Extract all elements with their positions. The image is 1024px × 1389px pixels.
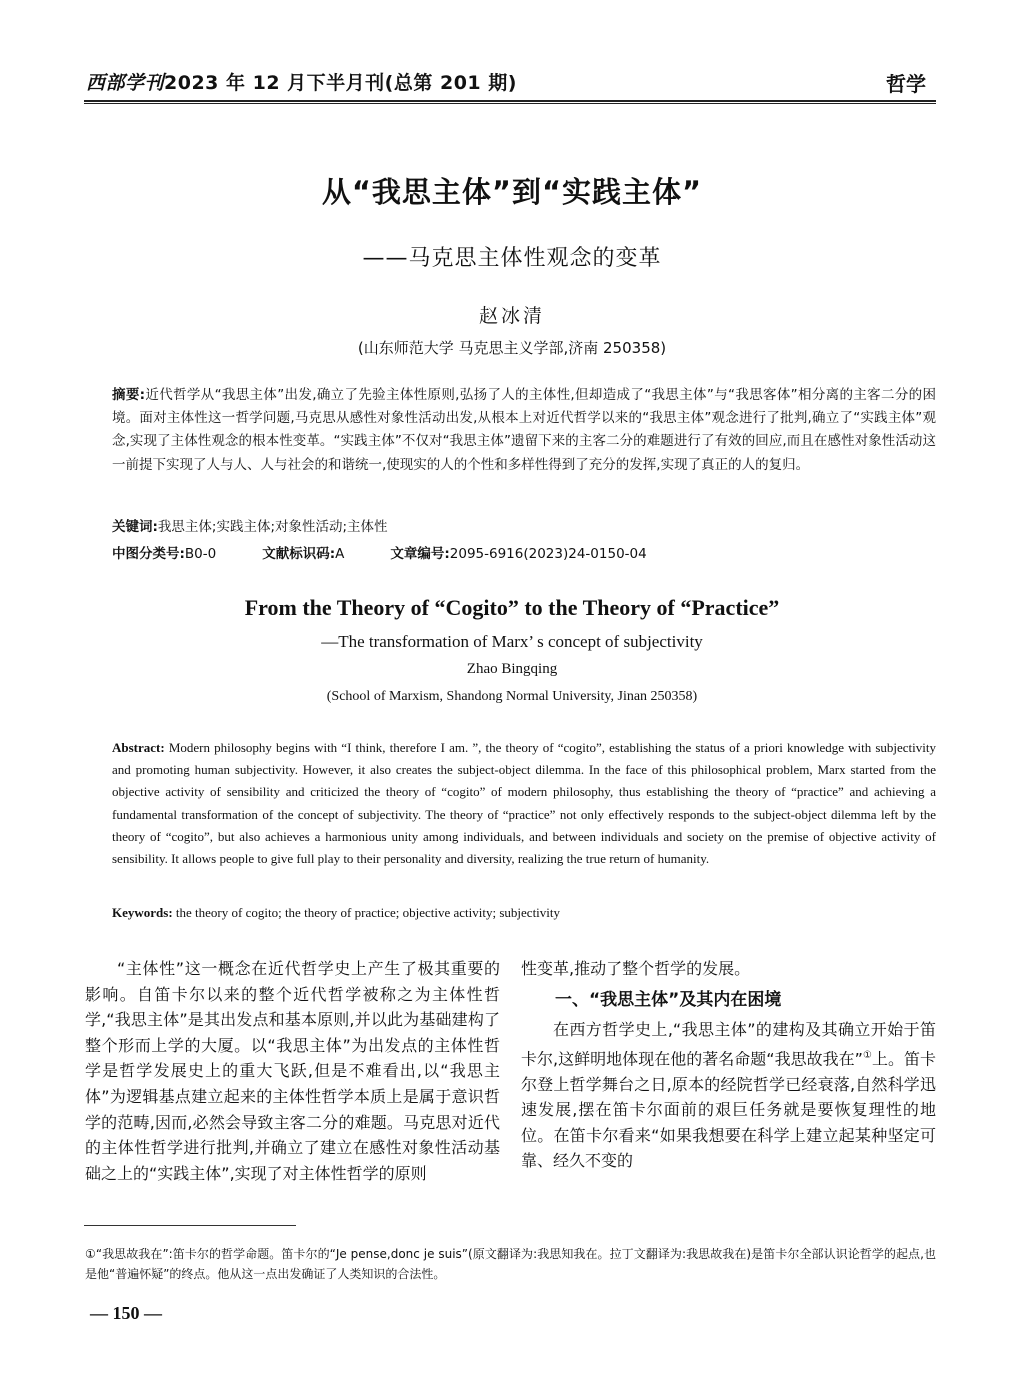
page-number: — 150 —	[90, 1303, 162, 1323]
doc-code-value: A	[335, 546, 345, 562]
journal-name: 西部学刊	[86, 72, 165, 94]
article-no-label: 文章编号:	[390, 546, 450, 562]
english-abstract-label: Abstract:	[112, 740, 165, 755]
chinese-abstract-text: 近代哲学从“我思主体”出发,确立了先验主体性原则,弘扬了人的主体性,但却造成了“我思主体”与“我思客体”相分离的主客二分的困境。面对主体性这一哲学问题,马克思从感性对象性活动出发,从根本上对近代哲学以来的“我思主体”观念进行了批判,确立了“实践主体”观念,实现了主体性观念的根本性变革。“实践主体”不仅对“我思主体”遗留下来的主客二分的难题进行了有效的回应,而且在感性对象性活动这一前提下实现了人与人、人与社会的和谐统一,使现实的人的个性和多样性得到了充分的发挥,实现了真正的人的复归。	[112, 387, 936, 473]
chinese-keywords-label: 关键词:	[112, 519, 158, 535]
issue-info: 2023 年 12 月下半月刊(总第 201 期)	[164, 72, 517, 94]
chinese-abstract	[112, 384, 936, 477]
body-text: 在西方哲学史上,“我思主体”的建构及其确立开始于笛卡尔,这鲜明地体现在他的著名命题“我思故我在”	[521, 1020, 936, 1069]
body-column-right	[521, 956, 936, 1174]
clc-value: B0-0	[184, 546, 217, 562]
english-keywords	[112, 905, 560, 921]
article-no-value: 2095-6916(2023)24-0150-04	[449, 546, 647, 562]
body-column-left	[85, 956, 500, 1186]
body-paragraph: “主体性”这一概念在近代哲学史上产生了极其重要的影响。自笛卡尔以来的整个近代哲学被称之为主体性哲学,“我思主体”是其出发点和基本原则,并以此为基础建构了整个形而上学的大厦。以“我思主体”为出发点的主体性哲学是哲学发展史上的重大飞跃,但是不难看出,以“我思主体”为逻辑基点建立起来的主体性哲学本质上是属于意识哲学的范畴,因而,必然会导致主客二分的难题。马克思对近代的主体性哲学进行批判,并确立了建立在感性对象性活动基础之上的“实践主体”,实现了对主体性哲学的原则	[85, 959, 500, 1183]
chinese-keywords-text: 我思主体;实践主体;对象性活动;主体性	[157, 519, 388, 535]
header-divider	[84, 100, 936, 102]
english-keywords-text: the theory of cogito; the theory of practice; objective activity; subjectivity	[172, 905, 561, 920]
english-abstract-text: Modern philosophy begins with “I think, therefore I am. ”, the theory of “cogito”, establishing the status of a priori knowledge with subjectivity and promoting human subjectivity. However, it also creates the subject-object dilemma. In the face of this philosophical problem, Marx started from the objective activity of sensibility and criticized the theory of “cogito” of modern philosophy, thus establishing the theory of “practice” and achieving a fundamental transformation of the concept of subjectivity. The theory of “practice” not only effectively responds to the subject-object dilemma left by the theory of “cogito”, but also achieves a harmonious unity among individuals, and between individuals and society on the premise of objective activity of sensibility. It allows people to give full play to their personality and diversity, realizing the true return of humanity.	[112, 740, 936, 867]
body-paragraph	[521, 1017, 936, 1174]
chinese-subtitle: ——马克思主体性观念的变革	[362, 246, 662, 271]
chinese-abstract-label: 摘要:	[112, 387, 146, 403]
running-header	[86, 68, 517, 95]
classification-line	[112, 542, 647, 562]
english-affiliation: (School of Marxism, Shandong Normal University, Jinan 250358)	[326, 689, 698, 704]
clc-label: 中图分类号:	[112, 546, 185, 562]
chinese-author: 赵冰清	[478, 305, 545, 327]
english-title: From the Theory of “Cogito” to the Theory of “Practice”	[244, 595, 780, 620]
english-author: Zhao Bingqing	[466, 661, 558, 677]
section-heading: 一、“我思主体”及其内在困境	[555, 989, 782, 1010]
english-subtitle: —The transformation of Marx’ s concept of subjectivity	[321, 632, 703, 651]
footnote: ①“我思故我在”:笛卡尔的哲学命题。笛卡尔的“Je pense,donc je suis”(原文翻译为:我思知我在。拉丁文翻译为:我思故我在)是笛卡尔全部认识论哲学的起点,也是他“普遍怀疑”的终点。他从这一点出发确证了人类知识的合法性。	[85, 1247, 936, 1281]
body-paragraph-continued: 性变革,推动了整个哲学的发展。	[521, 959, 751, 978]
footnote-ref[interactable]: ①	[862, 1049, 872, 1061]
section-label: 哲学	[886, 72, 926, 96]
chinese-keywords	[112, 515, 388, 535]
header-divider-thin	[84, 103, 936, 104]
chinese-affiliation: (山东师范大学 马克思主义学部,济南 250358)	[357, 339, 667, 357]
chinese-title: 从“我思主体”到“实践主体”	[321, 175, 703, 209]
english-abstract	[112, 737, 936, 870]
doc-code-label: 文献标识码:	[262, 546, 336, 562]
body-text: 上。笛卡尔登上哲学舞台之日,原本的经院哲学已经衰落,自然科学迅速发展,摆在笛卡尔面前的艰巨任务就是要恢复理性的地位。在笛卡尔看来“如果我想要在科学上建立起某种坚定可靠、经久不变的	[521, 1049, 936, 1171]
english-keywords-label: Keywords:	[112, 905, 173, 920]
footnote-divider	[84, 1225, 296, 1226]
